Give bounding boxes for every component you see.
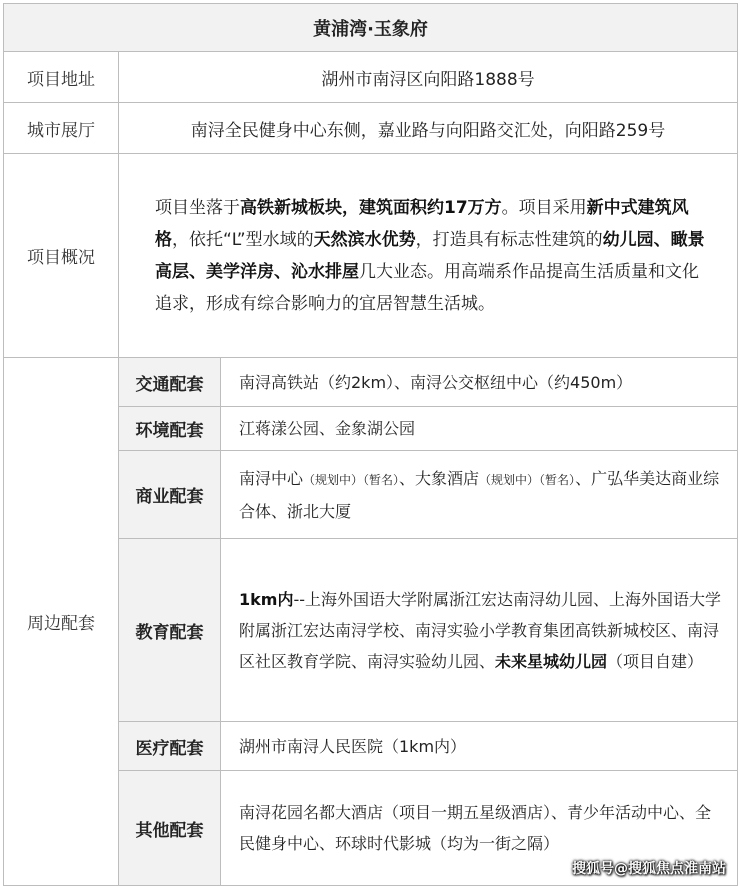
other-value: 南浔花园名都大酒店（项目一期五星级酒店）、青少年活动中心、全民健身中心、环球时代影城（均为一街之隔）: [221, 771, 738, 886]
project-info-sheet: [3, 3, 737, 883]
row-overview: [4, 154, 738, 358]
project-info-table: [3, 3, 738, 886]
overview-part-2: 。项目采用: [501, 197, 587, 218]
education-highlight-2: 未来星城幼儿园: [495, 651, 608, 671]
overview-part-4: ，打造具有标志性建筑的: [415, 229, 603, 250]
education-value: [221, 539, 738, 722]
row-showroom: [4, 103, 738, 154]
transport-label: 交通配套: [119, 358, 221, 407]
education-label: 教育配套: [119, 539, 221, 722]
overview-highlight-2: 新中式建筑风格: [155, 197, 689, 250]
commerce-part-3: 、广弘华美达商业综合体、浙北大厦: [239, 468, 720, 521]
overview-part-3: ，依托“L”型水域的: [172, 229, 314, 250]
other-label: 其他配套: [119, 771, 221, 886]
commerce-part-2: 、大象酒店: [399, 468, 480, 488]
medical-label: 医疗配套: [119, 722, 221, 771]
education-highlight-1: 1km内: [239, 589, 294, 609]
education-part-2: （项目自建）: [607, 651, 704, 671]
overview-label: 项目概况: [4, 154, 119, 358]
commerce-label: 商业配套: [119, 451, 221, 539]
row-transport: [4, 358, 738, 407]
watermark-text: 搜狐号@搜狐焦点淮南站: [572, 861, 726, 877]
overview-highlight-1: 高铁新城板块，建筑面积约17万方: [240, 197, 502, 218]
commerce-note-1: （规划中）（暂名）: [303, 472, 400, 487]
commerce-value: [221, 451, 738, 539]
surroundings-label: 周边配套: [4, 358, 119, 886]
education-part-1: --上海外国语大学附属浙江宏达南浔幼儿园、上海外国语大学附属浙江宏达南浔学校、南浔实验小学教育集团高铁新城校区、南浔区社区教育学院、南浔实验幼儿园、: [239, 589, 722, 671]
overview-text: [119, 154, 738, 358]
overview-part-5: 几大业态。用高端系作品提高生活质量和文化追求，形成有综合影响力的宜居智慧生活城。: [155, 261, 699, 314]
overview-highlight-4: 幼儿园、瞰景高层、美学洋房、沁水排屋: [155, 229, 705, 282]
commerce-note-2: （规划中）（暂名）: [479, 472, 576, 487]
commerce-part-1: 南浔中心: [239, 468, 304, 488]
medical-value: 湖州市南浔人民医院（1km内）: [221, 722, 738, 771]
address-value: 湖州市南浔区向阳路1888号: [119, 52, 738, 103]
overview-part-1: 项目坐落于: [155, 197, 240, 218]
environment-value: 江蒋漾公园、金象湖公园: [221, 407, 738, 451]
address-label: 项目地址: [4, 52, 119, 103]
environment-label: 环境配套: [119, 407, 221, 451]
overview-highlight-3: 天然滨水优势: [313, 229, 416, 250]
showroom-value: 南浔全民健身中心东侧，嘉业路与向阳路交汇处，向阳路259号: [119, 103, 738, 154]
project-title: 黄浦湾·玉象府: [4, 4, 738, 52]
showroom-label: 城市展厅: [4, 103, 119, 154]
row-address: [4, 52, 738, 103]
transport-value: 南浔高铁站（约2km）、南浔公交枢纽中心（约450m）: [221, 358, 738, 407]
